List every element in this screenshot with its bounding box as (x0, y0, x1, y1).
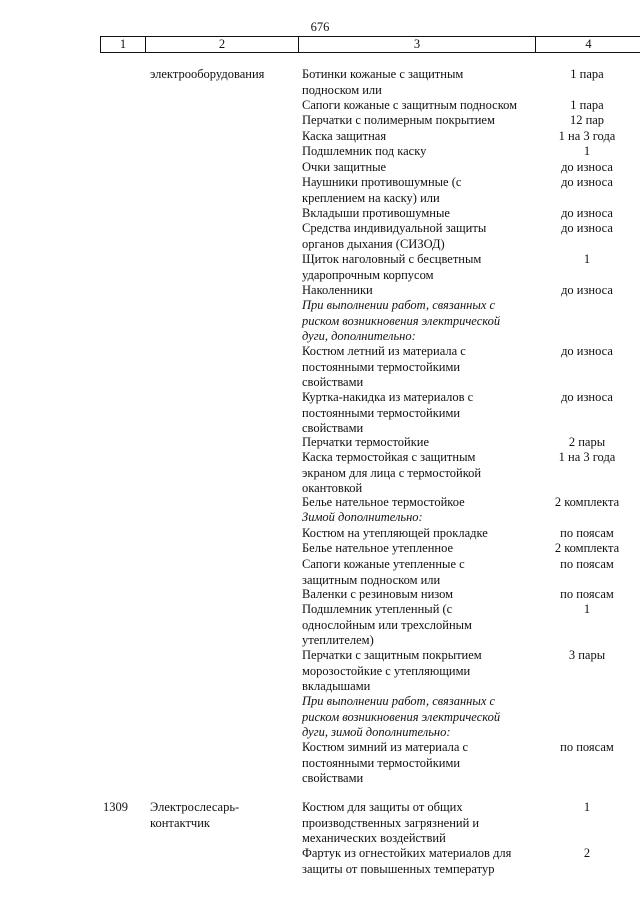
list-item: Перчатки с защитным покрытием морозостойкие с утепляющими вкладышами (302, 648, 482, 693)
list-item: Очки защитные (302, 160, 387, 174)
item-quantity: по поясам (560, 526, 614, 540)
item-quantity: по поясам (560, 557, 614, 571)
list-item: Наколенники (302, 283, 373, 297)
table-header (100, 36, 640, 53)
item-quantity: 1 (583, 252, 591, 266)
row-number: 1309 (103, 800, 128, 814)
item-quantity: 1 пара (570, 67, 604, 81)
item-quantity: до износа (561, 344, 613, 358)
item-quantity: 1 (583, 800, 591, 814)
header-col-2: 2 (146, 37, 299, 52)
list-item: Фартук из огнестойких материалов для защиты от повышенных температур (302, 846, 512, 876)
list-item: Белье нательное утепленное (302, 541, 454, 555)
list-item: Сапоги кожаные с защитным подноском (302, 98, 518, 112)
list-item: Сапоги кожаные утепленные с защитным подноском или (302, 557, 465, 587)
item-quantity: до износа (561, 390, 613, 404)
list-item: Белье нательное термостойкое (302, 495, 465, 509)
item-quantity: 2 (583, 846, 591, 860)
list-item: Средства индивидуальной защиты органов дыхания (СИЗОД) (302, 221, 487, 251)
item-quantity: 1 на 3 года (558, 450, 616, 464)
section-note: При выполнении работ, связанных с риском возникновения электрической дуги, дополнительно: (302, 298, 501, 343)
item-quantity: до износа (561, 206, 613, 220)
header-col-4: 4 (585, 37, 592, 51)
item-quantity: 2 пары (568, 435, 606, 449)
list-item: Перчатки термостойкие (302, 435, 430, 449)
list-item: Каска термостойкая с защитным экраном для лица с термостойкой окантовкой (302, 450, 482, 495)
list-item: Наушники противошумные (с креплением на каску) или (302, 175, 462, 205)
list-item: Костюм для защиты от общих производственных загрязнений и механических воздействий (302, 800, 480, 845)
list-item: Костюм зимний из материала с постоянными термостойкими свойствами (302, 740, 469, 785)
item-quantity: 2 комплекта (554, 495, 620, 509)
item-quantity: 1 на 3 года (558, 129, 616, 143)
item-quantity: 12 пар (569, 113, 605, 127)
item-quantity: 3 пары (568, 648, 606, 662)
item-quantity: до износа (561, 175, 613, 189)
section-note: Зимой дополнительно: (302, 510, 423, 524)
item-quantity: по поясам (560, 587, 614, 601)
list-item: Подшлемник под каску (302, 144, 427, 158)
item-quantity: 2 комплекта (554, 541, 620, 555)
position-name: электрооборудования (150, 67, 265, 81)
item-quantity: до износа (561, 160, 613, 174)
section-note: При выполнении работ, связанных с риском возникновения электрической дуги, зимой дополнительно: (302, 694, 501, 739)
list-item: Костюм летний из материала с постоянными термостойкими свойствами (302, 344, 466, 389)
list-item: Вкладыши противошумные (302, 206, 450, 220)
item-quantity: до износа (561, 221, 613, 235)
item-quantity: до износа (561, 283, 613, 297)
page-number: 676 (310, 20, 330, 34)
item-quantity: 1 (583, 144, 591, 158)
list-item: Каска защитная (302, 129, 387, 143)
list-item: Подшлемник утепленный (с однослойным или трехслойным утеплителем) (302, 602, 472, 647)
position-name: Электрослесарь-контактчик (150, 800, 240, 830)
list-item: Куртка-накидка из материалов с постоянными термостойкими свойствами (302, 390, 474, 435)
header-col-3: 3 (299, 37, 536, 52)
header-col-1: 1 (101, 37, 146, 52)
item-quantity: 1 пара (570, 98, 604, 112)
list-item: Ботинки кожаные с защитным подноском или (302, 67, 464, 97)
list-item: Валенки с резиновым низом (302, 587, 454, 601)
list-item: Костюм на утепляющей прокладке (302, 526, 488, 540)
list-item: Перчатки с полимерным покрытием (302, 113, 495, 127)
list-item: Щиток наголовный с бесцветным ударопрочным корпусом (302, 252, 482, 282)
item-quantity: 1 (583, 602, 591, 616)
item-quantity: по поясам (560, 740, 614, 754)
